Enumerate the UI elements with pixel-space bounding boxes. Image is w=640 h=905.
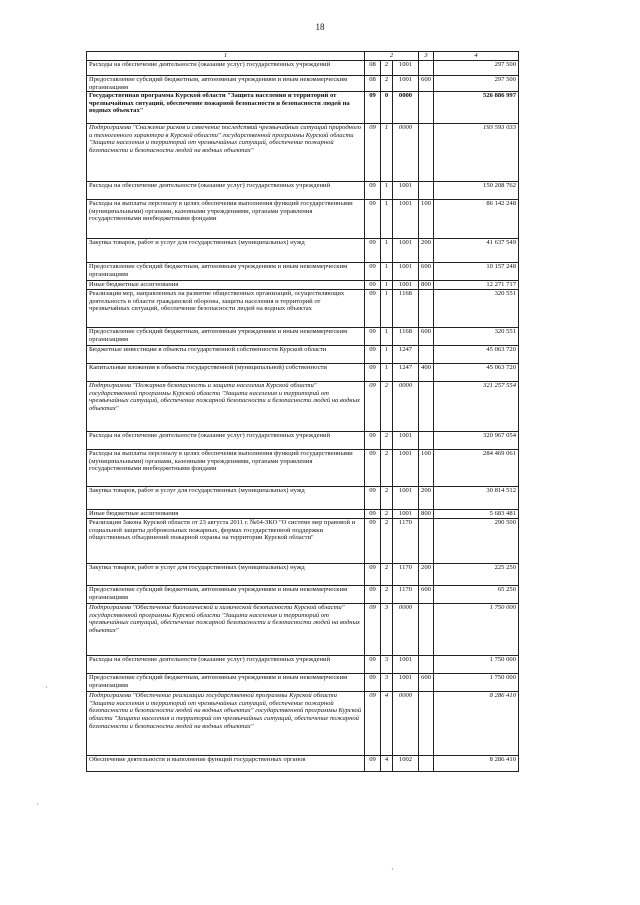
row-description: Реализация Закона Курской области от 23 августа 2011 г. №64-ЗКО "О системе мер правовой и социальной защиты добровольных пожарных, формах государственной поддержки общественных объединений пожарной охраны на территории Курской области" [87, 519, 365, 564]
row-section-code: 09 [365, 281, 381, 290]
row-amount: 8 286 410 [434, 692, 519, 756]
row-subsection-code: 1 [381, 290, 393, 328]
row-section-code: 09 [365, 382, 381, 432]
row-expense-type: 800 [419, 510, 434, 519]
row-description: Расходы на обеспечение деятельности (оказание услуг) государственных учреждений [87, 182, 365, 200]
row-description: Расходы на обеспечение деятельности (оказание услуг) государственных учреждений [87, 432, 365, 450]
row-expense-type [419, 61, 434, 76]
row-subsection-code: 1 [381, 364, 393, 382]
row-expense-type [419, 604, 434, 656]
row-expense-type [419, 92, 434, 124]
row-amount: 5 683 481 [434, 510, 519, 519]
row-expense-type: 200 [419, 487, 434, 510]
row-description: Расходы на выплаты персоналу в целях обеспечения выполнения функций государственными (муниципальными) органами, казенными учреждениями, органами управления государственными внебюджетными фондами [87, 200, 365, 239]
row-target-code: 1001 [393, 61, 419, 76]
row-expense-type [419, 290, 434, 328]
table-row [87, 239, 519, 263]
page-number: 18 [315, 22, 325, 32]
row-amount: 320 967 054 [434, 432, 519, 450]
row-target-code: 1168 [393, 290, 419, 328]
row-subsection-code: 1 [381, 328, 393, 346]
row-section-code: 08 [365, 61, 381, 76]
row-expense-type: 600 [419, 263, 434, 281]
row-amount: 284 469 061 [434, 450, 519, 487]
row-section-code: 09 [365, 124, 381, 182]
row-subsection-code: 2 [381, 432, 393, 450]
row-description: Бюджетные инвестиции в объекты государственной собственности Курской области [87, 346, 365, 364]
column-header-name: 1 [87, 52, 365, 61]
table-row [87, 756, 519, 772]
row-description: Капитальные вложения в объекты государственной (муниципальной) собственности [87, 364, 365, 382]
row-section-code: 09 [365, 290, 381, 328]
row-target-code: 1170 [393, 564, 419, 586]
row-target-code: 1001 [393, 182, 419, 200]
row-amount: 8 286 410 [434, 756, 519, 772]
row-subsection-code: 0 [381, 92, 393, 124]
row-subsection-code: 2 [381, 519, 393, 564]
row-expense-type [419, 519, 434, 564]
row-target-code: 1002 [393, 756, 419, 772]
row-description: Подпрограмма "Пожарная безопасность и защита населения Курской области" государственной программы Курской области "Защита населения и территорий от чрезвычайных ситуаций, обеспечение пожарной безопасности и безопасности людей на водных объектах" [87, 382, 365, 432]
row-amount: 45 063 720 [434, 364, 519, 382]
row-subsection-code: 1 [381, 346, 393, 364]
row-target-code: 1001 [393, 450, 419, 487]
row-description: Закупка товаров, работ и услуг для государственных (муниципальных) нужд [87, 487, 365, 510]
table-row [87, 328, 519, 346]
row-amount: 225 250 [434, 564, 519, 586]
row-target-code: 1001 [393, 510, 419, 519]
row-section-code: 09 [365, 200, 381, 239]
row-amount: 150 208 762 [434, 182, 519, 200]
row-section-code: 09 [365, 510, 381, 519]
row-target-code: 1170 [393, 519, 419, 564]
row-section-code: 09 [365, 364, 381, 382]
row-expense-type [419, 124, 434, 182]
row-expense-type: 200 [419, 564, 434, 586]
row-section-code: 09 [365, 519, 381, 564]
row-target-code: 1247 [393, 346, 419, 364]
column-header-codes: 2 [365, 52, 419, 61]
row-amount: 86 142 248 [434, 200, 519, 239]
row-target-code: 1001 [393, 200, 419, 239]
row-description: Иные бюджетные ассигнования [87, 510, 365, 519]
row-description: Закупка товаров, работ и услуг для государственных (муниципальных) нужд [87, 239, 365, 263]
row-subsection-code: 2 [381, 76, 393, 92]
row-section-code: 09 [365, 450, 381, 487]
row-expense-type [419, 656, 434, 674]
row-subsection-code: 2 [381, 564, 393, 586]
row-subsection-code: 1 [381, 263, 393, 281]
row-description: Реализация мер, направленных на развитие общественных организаций, осуществляющих деятельность в области гражданской обороны, защиты населения и территорий от чрезвычайных ситуаций, обеспечение безопасности людей на водных объектах [87, 290, 365, 328]
row-expense-type [419, 346, 434, 364]
row-amount: 297 500 [434, 76, 519, 92]
row-section-code: 09 [365, 564, 381, 586]
table-row [87, 487, 519, 510]
table-row [87, 674, 519, 692]
row-amount: 30 814 512 [434, 487, 519, 510]
row-subsection-code: 3 [381, 604, 393, 656]
row-description: Предоставление субсидий бюджетным, автономным учреждениям и иным некоммерческим организациям [87, 76, 365, 92]
table-row [87, 182, 519, 200]
row-target-code: 1168 [393, 328, 419, 346]
row-target-code: 1001 [393, 239, 419, 263]
row-target-code: 0000 [393, 692, 419, 756]
row-amount: 320 551 [434, 328, 519, 346]
table-row [87, 200, 519, 239]
row-description: Расходы на обеспечение деятельности (оказание услуг) государственных учреждений [87, 61, 365, 76]
row-amount: 193 593 033 [434, 124, 519, 182]
column-header-amount: 4 [434, 52, 519, 61]
row-amount: 41 637 549 [434, 239, 519, 263]
row-description: Обеспечение деятельности и выполнение функций государственных органов [87, 756, 365, 772]
row-amount: 10 157 248 [434, 263, 519, 281]
row-description: Расходы на обеспечение деятельности (оказание услуг) государственных учреждений [87, 656, 365, 674]
row-target-code: 0000 [393, 604, 419, 656]
row-amount: 45 063 720 [434, 346, 519, 364]
row-section-code: 09 [365, 182, 381, 200]
row-expense-type: 600 [419, 674, 434, 692]
row-subsection-code: 1 [381, 124, 393, 182]
table-row [87, 364, 519, 382]
row-target-code: 1001 [393, 487, 419, 510]
row-subsection-code: 1 [381, 200, 393, 239]
row-description: Предоставление субсидий бюджетным, автономным учреждениям и иным некоммерческим организациям [87, 263, 365, 281]
row-expense-type: 200 [419, 239, 434, 263]
table-row [87, 519, 519, 564]
row-section-code: 09 [365, 239, 381, 263]
row-expense-type [419, 692, 434, 756]
row-section-code: 09 [365, 692, 381, 756]
table-row [87, 281, 519, 290]
row-description: Закупка товаров, работ и услуг для государственных (муниципальных) нужд [87, 564, 365, 586]
row-section-code: 08 [365, 76, 381, 92]
row-subsection-code: 1 [381, 239, 393, 263]
row-section-code: 09 [365, 674, 381, 692]
row-target-code: 1001 [393, 674, 419, 692]
row-target-code: 1170 [393, 586, 419, 604]
table-body [87, 61, 519, 772]
table-row [87, 76, 519, 92]
row-target-code: 1247 [393, 364, 419, 382]
table-header-row [87, 52, 519, 61]
row-expense-type: 100 [419, 450, 434, 487]
row-subsection-code: 3 [381, 656, 393, 674]
row-description: Подпрограмма "Обеспечение реализации государственной программы Курской области "Защита населения и территорий от чрезвычайных ситуаций, обеспечение пожарной безопасности и безопасности людей на водных объектах" государственной программы Курской области "Защита населения и территорий от чрезвычайных ситуаций, обеспечение пожарной безопасности и безопасности людей на водных объектах" [87, 692, 365, 756]
row-description: Предоставление субсидий бюджетным, автономным учреждениям и иным некоммерческим организациям [87, 674, 365, 692]
row-amount: 1 750 000 [434, 674, 519, 692]
table-row [87, 586, 519, 604]
table-row [87, 346, 519, 364]
row-amount: 297 500 [434, 61, 519, 76]
table-row [87, 432, 519, 450]
row-amount: 65 250 [434, 586, 519, 604]
row-expense-type: 100 [419, 200, 434, 239]
row-description: Государственная программа Курской области "Защита населения и территорий от чрезвычайных ситуаций, обеспечение пожарной безопасности и безопасности людей на водных объектах" [87, 92, 365, 124]
row-expense-type: 600 [419, 328, 434, 346]
row-section-code: 09 [365, 346, 381, 364]
row-expense-type: 800 [419, 281, 434, 290]
row-target-code: 1001 [393, 76, 419, 92]
row-section-code: 09 [365, 92, 381, 124]
table-row [87, 382, 519, 432]
row-subsection-code: 2 [381, 586, 393, 604]
row-expense-type: 600 [419, 586, 434, 604]
row-target-code: 0000 [393, 382, 419, 432]
table-row [87, 564, 519, 586]
row-section-code: 09 [365, 586, 381, 604]
row-target-code: 0000 [393, 92, 419, 124]
row-target-code: 1001 [393, 281, 419, 290]
row-expense-type: 600 [419, 76, 434, 92]
budget-table [86, 51, 519, 772]
row-subsection-code: 2 [381, 450, 393, 487]
row-expense-type [419, 182, 434, 200]
row-section-code: 09 [365, 263, 381, 281]
row-section-code: 09 [365, 432, 381, 450]
row-expense-type: 400 [419, 364, 434, 382]
margin-dot: · [36, 800, 39, 809]
row-subsection-code: 1 [381, 182, 393, 200]
row-amount: 1 750 000 [434, 604, 519, 656]
table-row [87, 92, 519, 124]
table-row [87, 510, 519, 519]
margin-dot: · [391, 865, 394, 874]
table-row [87, 61, 519, 76]
table-row [87, 604, 519, 656]
table-row [87, 290, 519, 328]
row-description: Предоставление субсидий бюджетным, автономным учреждениям и иным некоммерческим организациям [87, 586, 365, 604]
row-subsection-code: 2 [381, 510, 393, 519]
row-subsection-code: 1 [381, 281, 393, 290]
row-amount: 1 750 000 [434, 656, 519, 674]
table-row [87, 656, 519, 674]
row-amount: 320 551 [434, 290, 519, 328]
row-amount: 526 886 997 [434, 92, 519, 124]
row-subsection-code: 4 [381, 756, 393, 772]
table-row [87, 263, 519, 281]
table-row [87, 124, 519, 182]
table-row [87, 692, 519, 756]
row-section-code: 09 [365, 756, 381, 772]
row-amount: 321 257 554 [434, 382, 519, 432]
row-description: Предоставление субсидий бюджетным, автономным учреждениям и иным некоммерческим организациям [87, 328, 365, 346]
table-row [87, 450, 519, 487]
row-section-code: 09 [365, 328, 381, 346]
row-section-code: 09 [365, 656, 381, 674]
row-expense-type [419, 756, 434, 772]
row-target-code: 1001 [393, 656, 419, 674]
column-header-expense-type: 3 [419, 52, 434, 61]
row-subsection-code: 3 [381, 674, 393, 692]
row-target-code: 0000 [393, 124, 419, 182]
row-description: Расходы на выплаты персоналу в целях обеспечения выполнения функций государственными (муниципальными) органами, казенными учреждениями, органами управления государственными внебюджетными фондами [87, 450, 365, 487]
margin-dot: · [45, 683, 48, 692]
row-amount: 12 271 717 [434, 281, 519, 290]
row-section-code: 09 [365, 487, 381, 510]
row-description: Подпрограмма "Обеспечение биологической и химической безопасности Курской области" государственной программы Курской области "Защита населения и территорий от чрезвычайных ситуаций, обеспечение пожарной безопасности и безопасности людей на водных объектах" [87, 604, 365, 656]
row-amount: 290 500 [434, 519, 519, 564]
row-target-code: 1001 [393, 263, 419, 281]
row-subsection-code: 2 [381, 487, 393, 510]
row-target-code: 1001 [393, 432, 419, 450]
row-description: Иные бюджетные ассигнования [87, 281, 365, 290]
row-expense-type [419, 382, 434, 432]
row-section-code: 09 [365, 604, 381, 656]
row-expense-type [419, 432, 434, 450]
row-subsection-code: 2 [381, 61, 393, 76]
row-subsection-code: 4 [381, 692, 393, 756]
row-subsection-code: 2 [381, 382, 393, 432]
row-description: Подпрограмма "Снижение рисков и смягчение последствий чрезвычайных ситуаций природного и техногенного характера в Курской области" государственной программы Курской области "Защита населения и территорий от чрезвычайных ситуаций, обеспечение пожарной безопасности и безопасности людей на водных объектах" [87, 124, 365, 182]
